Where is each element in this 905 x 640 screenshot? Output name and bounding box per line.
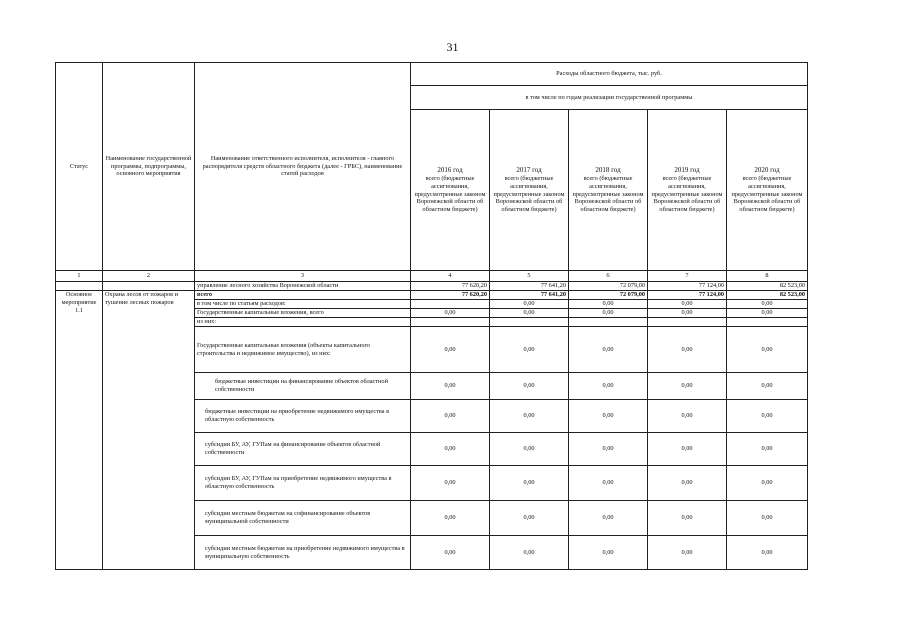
row-value: 0,00 <box>490 501 569 536</box>
row-value: 0,00 <box>411 327 490 373</box>
row-value: 0,00 <box>569 501 648 536</box>
row-value: 0,00 <box>411 400 490 433</box>
row-value: 82 523,00 <box>727 291 808 300</box>
row-value: 0,00 <box>411 501 490 536</box>
row-value: 0,00 <box>569 309 648 318</box>
row-value: 77 620,20 <box>411 291 490 300</box>
budget-table <box>55 62 808 570</box>
row-value: 0,00 <box>569 400 648 433</box>
row-value: 0,00 <box>490 309 569 318</box>
row-value: 0,00 <box>727 466 808 501</box>
measure-status: Основное мероприятие 1.1 <box>56 291 103 570</box>
row-value: 0,00 <box>569 536 648 570</box>
header-year-2019: 2019 год всего (бюджетные ассигнования, предусмотренные законом Воронежской области об областном бюджете) <box>648 110 727 271</box>
row-label: субсидии местным бюджетам на софинансирование объектов муниципальной собственности <box>195 501 411 536</box>
empty-cell <box>648 318 727 327</box>
row-value: 0,00 <box>727 536 808 570</box>
row-value: 0,00 <box>411 466 490 501</box>
header-executor-name: Наименование ответственного исполнителя, исполнителя - главного распорядителя средств областного бюджета (далее - ГРБС), наименование статей расходов <box>195 63 411 271</box>
row-value: 77 641,20 <box>490 282 569 291</box>
col-number: 8 <box>727 271 808 282</box>
header-expenses: Расходы областного бюджета, тыс. руб. <box>411 63 808 86</box>
row-value: 72 079,00 <box>569 282 648 291</box>
col-number: 1 <box>56 271 103 282</box>
row-label: в том числе по статьям расходов: <box>195 300 411 309</box>
col-number: 2 <box>103 271 195 282</box>
row-value: 0,00 <box>490 466 569 501</box>
row-value: 0,00 <box>569 466 648 501</box>
row-value: 0,00 <box>569 300 648 309</box>
row-value: 77 124,00 <box>648 291 727 300</box>
empty-cell <box>56 282 103 291</box>
row-value: 0,00 <box>648 466 727 501</box>
header-by-years: в том числе по годам реализации государственной программы <box>411 86 808 110</box>
row-value: 0,00 <box>490 433 569 466</box>
row-value: 0,00 <box>648 501 727 536</box>
row-label: субсидии БУ, АУ, ГУПам на финансирование объектов областной собственности <box>195 433 411 466</box>
row-value: 0,00 <box>727 373 808 400</box>
row-value: 0,00 <box>490 536 569 570</box>
row-value: 0,00 <box>569 433 648 466</box>
row-value: 0,00 <box>648 433 727 466</box>
col-number: 6 <box>569 271 648 282</box>
row-value: 0,00 <box>727 300 808 309</box>
row-value: 0,00 <box>727 309 808 318</box>
row-value: 0,00 <box>648 400 727 433</box>
row-value: 0,00 <box>648 309 727 318</box>
row-value: 77 641,20 <box>490 291 569 300</box>
row-value: 0,00 <box>490 300 569 309</box>
row-value: 77 124,00 <box>648 282 727 291</box>
row-value: 0,00 <box>727 400 808 433</box>
row-label: субсидии местным бюджетам на приобретение недвижимого имущества в муниципальную собственность <box>195 536 411 570</box>
row-value: 0,00 <box>727 501 808 536</box>
header-year-2017: 2017 год всего (бюджетные ассигнования, предусмотренные законом Воронежской области об областном бюджете) <box>490 110 569 271</box>
row-value: 82 523,00 <box>727 282 808 291</box>
row-value: 0,00 <box>569 327 648 373</box>
row-value: 0,00 <box>648 373 727 400</box>
row-value: 0,00 <box>727 433 808 466</box>
empty-cell <box>411 318 490 327</box>
row-value: 0,00 <box>411 433 490 466</box>
row-value: 0,00 <box>569 373 648 400</box>
row-value: 0,00 <box>490 327 569 373</box>
header-year-2018: 2018 год всего (бюджетные ассигнования, предусмотренные законом Воронежской области об областном бюджете) <box>569 110 648 271</box>
col-number: 3 <box>195 271 411 282</box>
col-number: 7 <box>648 271 727 282</box>
row-label-total: всего <box>195 291 411 300</box>
col-number: 4 <box>411 271 490 282</box>
row-value: 0,00 <box>648 536 727 570</box>
row-value: 72 079,00 <box>569 291 648 300</box>
empty-cell <box>103 282 195 291</box>
row-label: Государственные капитальные вложения (объекты капитального строительства и недвижимое имущество), из них: <box>195 327 411 373</box>
header-program-name: Наименование государственной программы, подпрограммы, основного мероприятия <box>103 63 195 271</box>
row-label: из них: <box>195 318 411 327</box>
row-value: 0,00 <box>648 300 727 309</box>
row-label: управление лесного хозяйства Воронежской области <box>195 282 411 291</box>
empty-cell <box>490 318 569 327</box>
row-label: бюджетные инвестиции на приобретение недвижимого имущества в областную собственность <box>195 400 411 433</box>
row-value: 0,00 <box>490 373 569 400</box>
page-number: 31 <box>446 40 459 54</box>
row-label: бюджетные инвестиции на финансирование объектов областной собственности <box>195 373 411 400</box>
row-value: 0,00 <box>411 309 490 318</box>
row-value: 0,00 <box>411 373 490 400</box>
row-value: 0,00 <box>727 327 808 373</box>
row-value: 0,00 <box>648 327 727 373</box>
header-year-2016: 2016 год всего (бюджетные ассигнования, предусмотренные законом Воронежской области об областном бюджете) <box>411 110 490 271</box>
row-value: 0,00 <box>411 536 490 570</box>
row-label: субсидии БУ, АУ, ГУПам на приобретение недвижимого имущества в областную собственность <box>195 466 411 501</box>
row-value <box>411 300 490 309</box>
row-label: Государственные капитальные вложения, всего <box>195 309 411 318</box>
col-number: 5 <box>490 271 569 282</box>
row-value: 0,00 <box>490 400 569 433</box>
header-year-2020: 2020 год всего (бюджетные ассигнования, предусмотренные законом Воронежской области об областном бюджете) <box>727 110 808 271</box>
empty-cell <box>727 318 808 327</box>
measure-name: Охрана лесов от пожаров и тушение лесных пожаров <box>103 291 195 570</box>
empty-cell <box>569 318 648 327</box>
row-value: 77 620,20 <box>411 282 490 291</box>
header-status: Статус <box>56 63 103 271</box>
